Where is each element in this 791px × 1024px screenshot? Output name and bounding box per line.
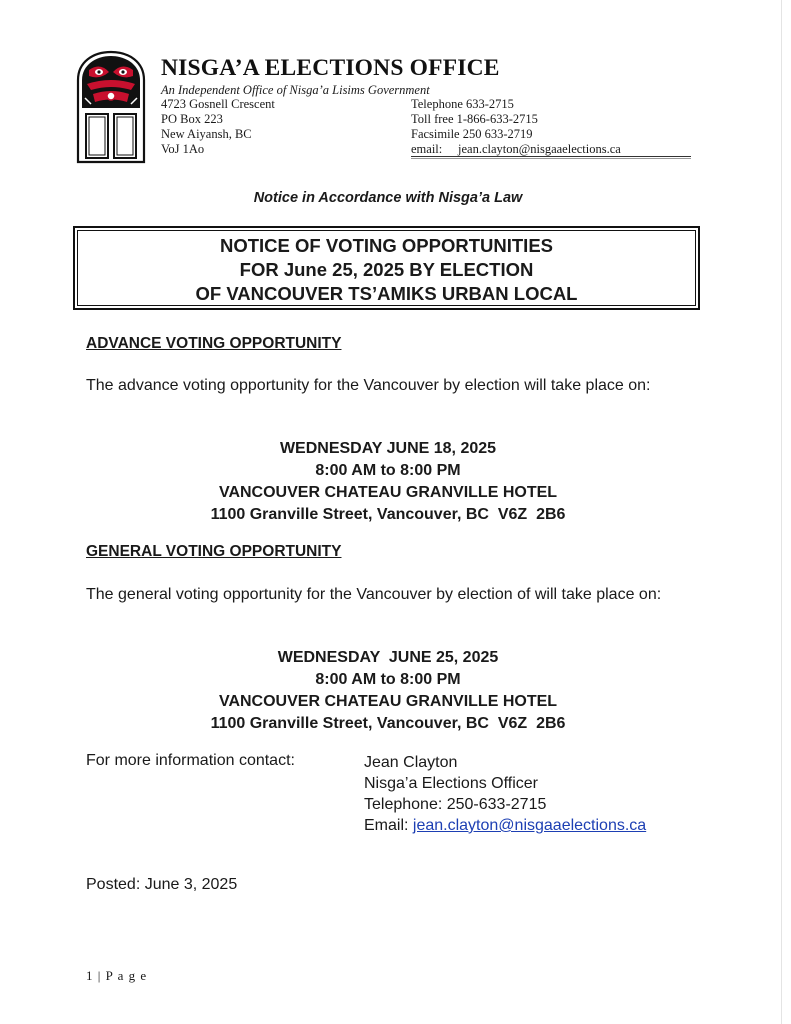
general-voting-heading: GENERAL VOTING OPPORTUNITY <box>86 543 342 560</box>
general-voting-text: The general voting opportunity for the Vancouver by election of will take place on: <box>86 586 662 603</box>
general-voting-details <box>0 647 776 735</box>
advance-voting-text: The advance voting opportunity for the Vancouver by election will take place on: <box>86 377 651 394</box>
law-notice: Notice in Accordance with Nisga’a Law <box>253 190 523 206</box>
title-line: FOR June 25, 2025 BY ELECTION <box>239 259 534 280</box>
event-venue: VANCOUVER CHATEAU GRANVILLE HOTEL <box>218 484 558 501</box>
event-date: WEDNESDAY JUNE 18, 2025 <box>279 440 497 457</box>
title-line: OF VANCOUVER TS’AMIKS URBAN LOCAL <box>195 283 578 304</box>
fax-line: Facsimile 250 633-2719 <box>411 127 533 141</box>
office-name: NISGA’A ELECTIONS OFFICE <box>161 55 500 81</box>
page-edge <box>781 0 782 1024</box>
event-venue: VANCOUVER CHATEAU GRANVILLE HOTEL <box>218 693 558 710</box>
address-line: VoJ 1Ao <box>161 142 205 156</box>
mailing-address <box>161 97 275 157</box>
contact-email-label: Email: <box>364 817 409 834</box>
nisgaa-crest-logo <box>75 50 147 168</box>
contact-email-line <box>364 815 646 836</box>
contact-email-link[interactable]: jean.clayton@nisgaaelections.ca <box>412 817 647 834</box>
advance-voting-heading: ADVANCE VOTING OPPORTUNITY <box>86 335 342 352</box>
telephone-line: Telephone 633-2715 <box>411 97 514 111</box>
title-line: NOTICE OF VOTING OPPORTUNITIES <box>219 235 554 256</box>
contact-phone: Telephone: 250-633-2715 <box>364 796 547 813</box>
event-address: 1100 Granville Street, Vancouver, BC V6Z 2B6 <box>210 715 566 732</box>
tollfree-line: Toll free 1-866-633-2715 <box>411 112 538 126</box>
contact-details <box>364 752 646 836</box>
address-line: New Aiyansh, BC <box>161 127 252 141</box>
email-line <box>411 142 621 157</box>
notice-title <box>75 234 698 306</box>
event-time: 8:00 AM to 8:00 PM <box>315 671 461 688</box>
contact-role: Nisga’a Elections Officer <box>364 775 538 792</box>
page-number: 1 | P a g e <box>86 968 148 983</box>
event-time: 8:00 AM to 8:00 PM <box>315 462 461 479</box>
address-line: 4723 Gosnell Crescent <box>161 97 275 111</box>
address-line: PO Box 223 <box>161 112 223 126</box>
notice-title-box <box>73 226 700 310</box>
office-subtitle: An Independent Office of Nisga’a Lisims Government <box>161 83 430 97</box>
event-address: 1100 Granville Street, Vancouver, BC V6Z 2B6 <box>210 506 566 523</box>
event-date: WEDNESDAY JUNE 25, 2025 <box>277 649 499 666</box>
contact-name: Jean Clayton <box>364 754 458 771</box>
posted-date: Posted: June 3, 2025 <box>86 876 238 893</box>
office-contact <box>411 97 621 157</box>
office-email[interactable]: jean.clayton@nisgaaelections.ca <box>458 142 621 156</box>
contact-label: For more information contact: <box>86 752 295 769</box>
header-divider <box>411 156 691 159</box>
email-label: email: <box>411 142 443 156</box>
advance-voting-details <box>0 438 776 526</box>
